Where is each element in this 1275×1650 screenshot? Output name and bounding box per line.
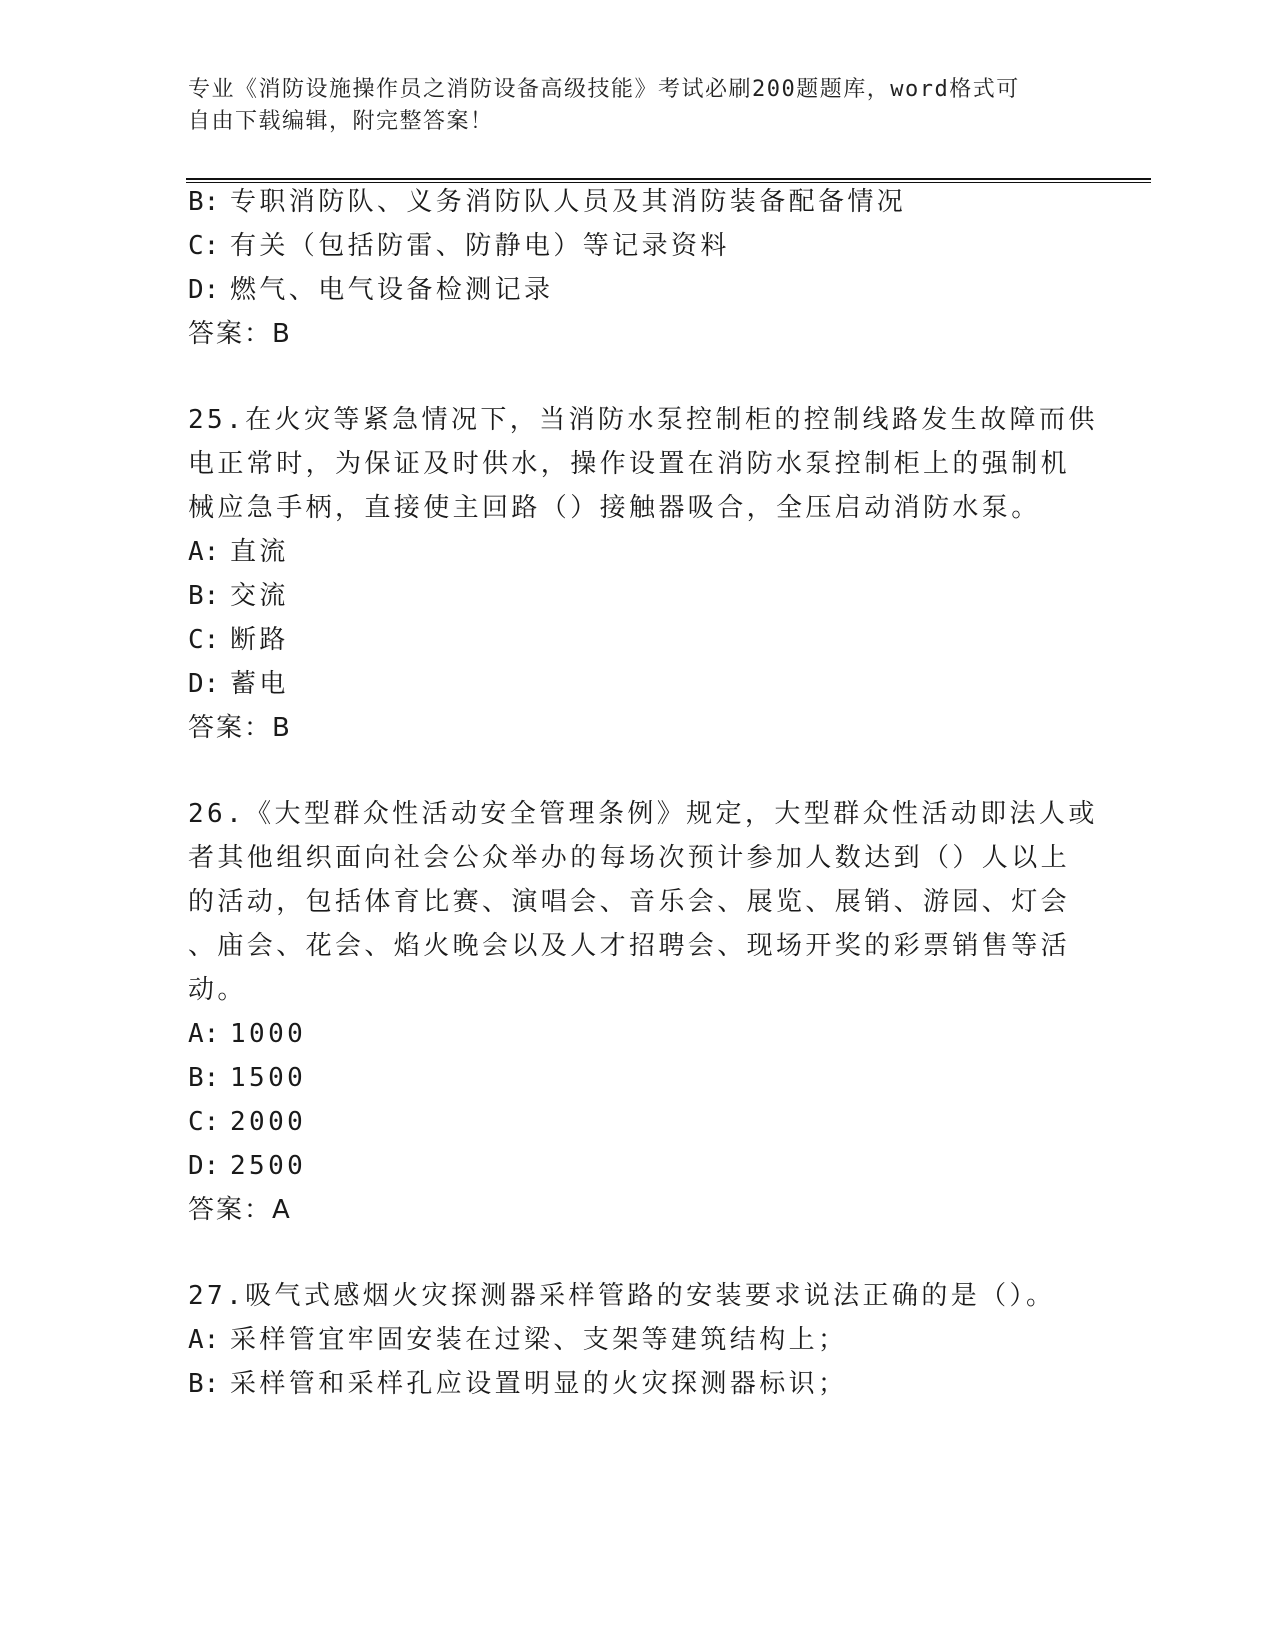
q24-option-b bbox=[188, 180, 906, 224]
option-text: 2000 bbox=[230, 1107, 307, 1137]
option-text: 1500 bbox=[230, 1063, 307, 1093]
q27-option-a bbox=[188, 1318, 847, 1362]
q26-option-b bbox=[188, 1056, 306, 1100]
option-text: 有关（包括防雷、防静电）等记录资料 bbox=[230, 231, 730, 261]
option-label: D: bbox=[188, 275, 220, 305]
option-text: 交流 bbox=[230, 581, 289, 611]
q26-stem-line-1: 26.《大型群众性活动安全管理条例》规定，大型群众性活动即法人或 bbox=[188, 799, 1098, 829]
option-label: D: bbox=[188, 669, 220, 699]
q26-stem-line-3: 的活动，包括体育比赛、演唱会、音乐会、展览、展销、游园、灯会 bbox=[188, 887, 1071, 917]
document-header bbox=[188, 74, 1068, 138]
q26-option-a bbox=[188, 1012, 306, 1056]
option-text: 蓄电 bbox=[230, 669, 289, 699]
option-text: 直流 bbox=[230, 537, 289, 567]
q27-stem-line-1: 27.吸气式感烟火灾探测器采样管路的安装要求说法正确的是（）。 bbox=[188, 1281, 1056, 1311]
q26-option-c bbox=[188, 1100, 306, 1144]
option-text: 断路 bbox=[230, 625, 289, 655]
option-text: 专职消防队、义务消防队人员及其消防装备配备情况 bbox=[230, 187, 907, 217]
option-label: D: bbox=[188, 1151, 220, 1181]
q25-stem-line-3: 械应急手柄，直接使主回路（）接触器吸合，全压启动消防水泵。 bbox=[188, 493, 1041, 523]
option-label: A: bbox=[188, 1019, 220, 1049]
q26-stem-line-4: 、庙会、花会、焰火晚会以及人才招聘会、现场开奖的彩票销售等活 bbox=[188, 931, 1071, 961]
q25-stem-line-2: 电正常时，为保证及时供水，操作设置在消防水泵控制柜上的强制机 bbox=[188, 449, 1071, 479]
option-label: B: bbox=[188, 1369, 220, 1399]
q26-stem-line-2: 者其他组织面向社会公众举办的每场次预计参加人数达到（）人以上 bbox=[188, 843, 1071, 873]
option-label: C: bbox=[188, 625, 220, 655]
option-text: 采样管和采样孔应设置明显的火灾探测器标识； bbox=[230, 1369, 848, 1399]
option-text: 1000 bbox=[230, 1019, 307, 1049]
option-text: 2500 bbox=[230, 1151, 307, 1181]
q25-option-d bbox=[188, 662, 289, 706]
option-label: C: bbox=[188, 1107, 220, 1137]
q26-answer: 答案：A bbox=[188, 1195, 292, 1225]
option-label: B: bbox=[188, 187, 220, 217]
q27-option-b bbox=[188, 1362, 847, 1406]
q26-option-d bbox=[188, 1144, 306, 1188]
option-label: B: bbox=[188, 581, 220, 611]
header-line-1: 专业《消防设施操作员之消防设备高级技能》考试必刷200题题库，word格式可 bbox=[188, 77, 1020, 102]
q24-answer: 答案：B bbox=[188, 319, 292, 349]
q25-answer: 答案：B bbox=[188, 713, 292, 743]
header-line-2: 自由下载编辑，附完整答案！ bbox=[188, 109, 494, 134]
option-text: 采样管宜牢固安装在过梁、支架等建筑结构上； bbox=[230, 1325, 848, 1355]
q25-option-c bbox=[188, 618, 289, 662]
q24-option-c bbox=[188, 224, 730, 268]
q25-stem-line-1: 25.在火灾等紧急情况下，当消防水泵控制柜的控制线路发生故障而供 bbox=[188, 405, 1098, 435]
option-label: B: bbox=[188, 1063, 220, 1093]
q26-stem-line-5: 动。 bbox=[188, 975, 247, 1005]
q25-option-a bbox=[188, 530, 289, 574]
option-label: A: bbox=[188, 537, 220, 567]
option-text: 燃气、电气设备检测记录 bbox=[230, 275, 554, 305]
q25-option-b bbox=[188, 574, 289, 618]
option-label: A: bbox=[188, 1325, 220, 1355]
q24-option-d bbox=[188, 268, 553, 312]
option-label: C: bbox=[188, 231, 220, 261]
